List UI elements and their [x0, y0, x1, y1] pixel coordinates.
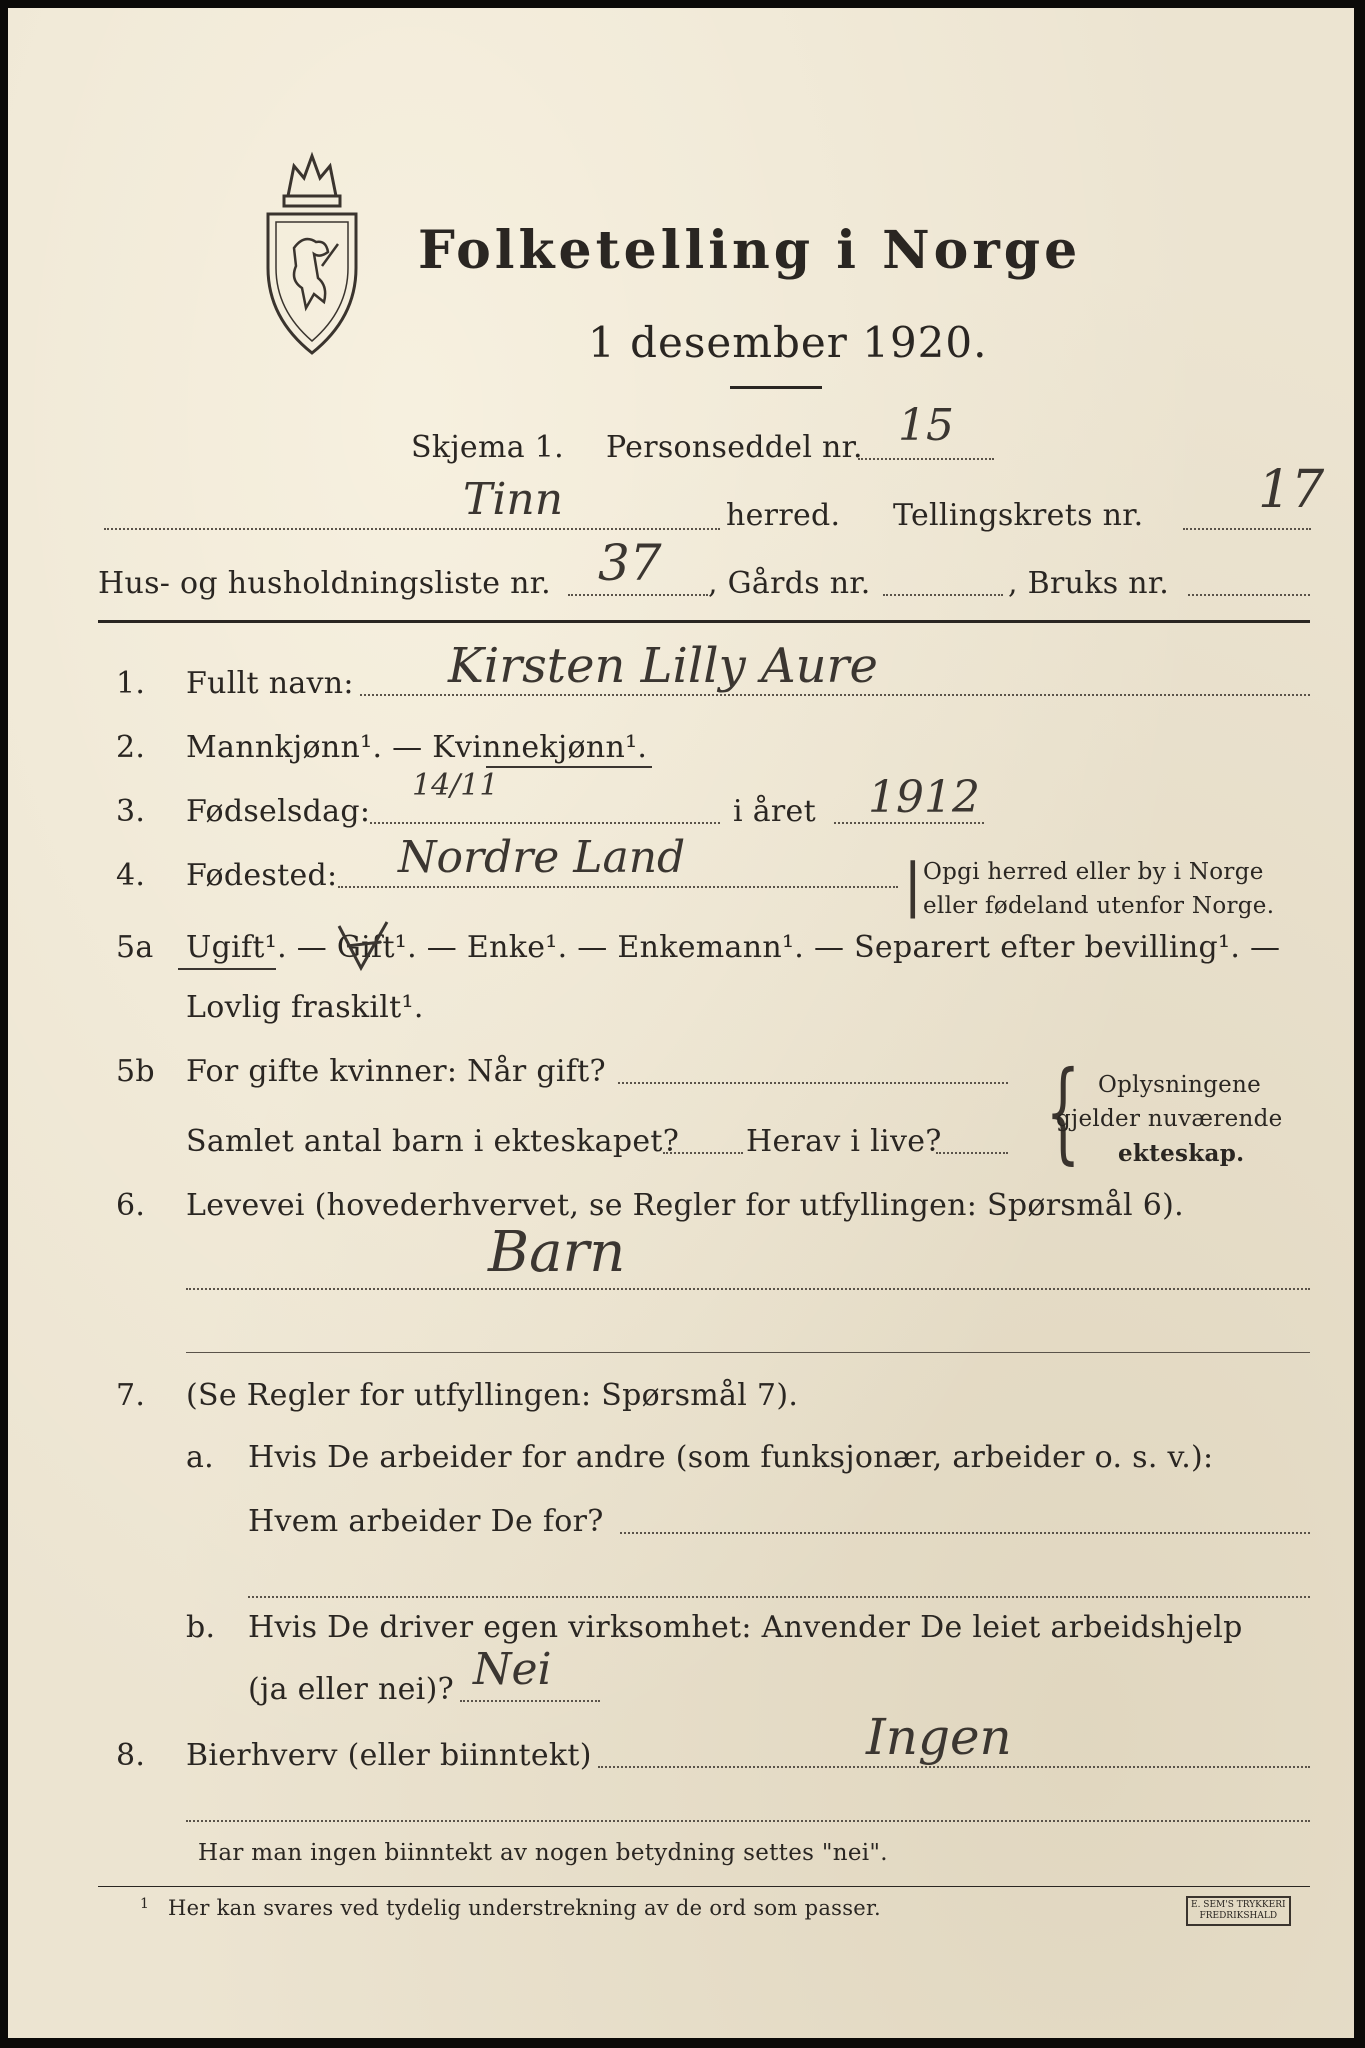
footnote-text: Her kan svares ved tydelig understrekning av de ord som passer. [168, 1896, 882, 1920]
q7b-field-line [460, 1700, 600, 1702]
gards-label: , Gårds nr. [708, 566, 871, 601]
q1-number: 1. [116, 666, 146, 701]
q3-birthday-value: 14/11 [412, 768, 499, 803]
q4-note-bracket: | [903, 851, 923, 919]
q5b-alive-line [936, 1152, 1008, 1154]
q7-label: (Se Regler for utfyllingen: Spørsmål 7). [186, 1378, 799, 1413]
q5b-note-line1: Oplysningene [1098, 1072, 1262, 1098]
q2-number: 2. [116, 730, 146, 765]
q1-label: Fullt navn: [186, 666, 354, 701]
q6-field-line-1 [186, 1288, 1310, 1290]
q1-full-name-value: Kirsten Lilly Aure [448, 638, 878, 694]
q2-gender-options: Mannkjønn¹. — Kvinnekjønn¹. [186, 730, 648, 765]
printer-stamp-line1: E. SEM'S TRYKKERI [1191, 1900, 1286, 1910]
footnote-separator [98, 1886, 1310, 1887]
husholdningsliste-label: Hus- og husholdningsliste nr. [98, 566, 551, 601]
q8-side-income-value: Ingen [866, 1708, 1012, 1766]
footnote-number: 1 [140, 1896, 150, 1912]
husholdningsliste-field-line [568, 594, 708, 596]
herred-value: Tinn [463, 474, 564, 525]
q7-number: 7. [116, 1378, 146, 1413]
q8-extra-line [186, 1820, 1310, 1822]
q3-year-label: i året [733, 794, 816, 829]
q7b-answer-value: Nei [473, 1644, 552, 1695]
side-income-note: Har man ingen biinntekt av nogen betydning settes "nei". [198, 1840, 888, 1866]
norwegian-coat-of-arms-icon [254, 148, 370, 360]
tellingskrets-value: 17 [1258, 460, 1325, 520]
q8-number: 8. [116, 1738, 146, 1773]
q5a-line2: Lovlig fraskilt¹. [186, 990, 424, 1025]
tellingskrets-field-line [1183, 528, 1311, 530]
q7b-letter: b. [186, 1610, 216, 1645]
herred-field-line [104, 528, 720, 530]
q7b-line1: Hvis De driver egen virksomhet: Anvender De leiet arbeidshjelp [248, 1610, 1243, 1645]
q4-label: Fødested: [186, 858, 338, 893]
q6-field-line-2 [186, 1352, 1310, 1353]
q8-label: Bierhverv (eller biinntekt) [186, 1738, 592, 1773]
census-form-page [8, 8, 1354, 2038]
q6-number: 6. [116, 1188, 146, 1223]
header-separator [98, 620, 1310, 623]
q7a-extra-line [248, 1596, 1310, 1598]
bruks-field-line [1188, 594, 1310, 596]
q4-note-line1: Opgi herred eller by i Norge [923, 859, 1264, 885]
tellingskrets-label: Tellingskrets nr. [893, 498, 1144, 533]
q5b-note-brace: { [1045, 1047, 1081, 1175]
q7a-employer-line [620, 1532, 1310, 1534]
personseddel-label: Personseddel nr. [606, 430, 863, 465]
q8-field-line [598, 1766, 1310, 1768]
personseddel-field-line [858, 458, 994, 460]
q3-label: Fødselsdag: [186, 794, 371, 829]
q2-kvinnekjonn-underline [486, 766, 652, 768]
q5a-marital-options: Ugift¹. — Gift¹. — Enke¹. — Enkemann¹. — Separert efter bevilling¹. — [186, 930, 1281, 965]
census-date: 1 desember 1920. [588, 318, 988, 367]
q6-occupation-value: Barn [488, 1220, 626, 1285]
q5b-married-when-line [618, 1082, 1008, 1084]
q5a-number: 5a [116, 930, 154, 965]
q3-year-value: 1912 [868, 772, 980, 823]
q5b-note-line2: gjelder nuværende [1056, 1106, 1283, 1132]
q4-number: 4. [116, 858, 146, 893]
printer-stamp [1186, 1896, 1291, 1926]
q5b-children-label: Samlet antal barn i ekteskapet? [186, 1124, 680, 1159]
q3-field-line [370, 822, 720, 824]
q5b-alive-label: Herav i live? [746, 1124, 942, 1159]
q1-field-line [360, 694, 1310, 696]
q7a-letter: a. [186, 1440, 215, 1475]
q5b-married-when-label: For gifte kvinner: Når gift? [186, 1054, 606, 1089]
printer-stamp-line2: FREDRIKSHALD [1199, 1911, 1278, 1921]
title-divider [730, 386, 822, 389]
bruks-label: , Bruks nr. [1008, 566, 1170, 601]
skjema-label: Skjema 1. [411, 430, 564, 465]
gards-field-line [883, 594, 1003, 596]
q6-label: Levevei (hovederhvervet, se Regler for utfyllingen: Spørsmål 6). [186, 1188, 1184, 1223]
herred-label: herred. [726, 498, 841, 533]
husholdningsliste-value: 37 [598, 534, 662, 592]
q5a-ugift-underline [178, 968, 276, 970]
form-title: Folketelling i Norge [418, 220, 1082, 281]
q4-field-line [338, 886, 898, 888]
q5b-note-line3: ekteskap. [1118, 1140, 1245, 1167]
q7a-employer-label: Hvem arbeider De for? [248, 1504, 604, 1539]
q4-note-line2: eller fødeland utenfor Norge. [923, 893, 1275, 919]
personseddel-value: 15 [898, 400, 954, 451]
q7b-line2: (ja eller nei)? [248, 1672, 454, 1707]
q4-birthplace-value: Nordre Land [398, 832, 686, 883]
q3-number: 3. [116, 794, 146, 829]
q7a-line1: Hvis De arbeider for andre (som funksjonær, arbeider o. s. v.): [248, 1440, 1214, 1475]
q5a-gift-strikeout-mark [333, 916, 393, 976]
q5b-number: 5b [116, 1054, 155, 1089]
q5b-children-line [663, 1152, 743, 1154]
